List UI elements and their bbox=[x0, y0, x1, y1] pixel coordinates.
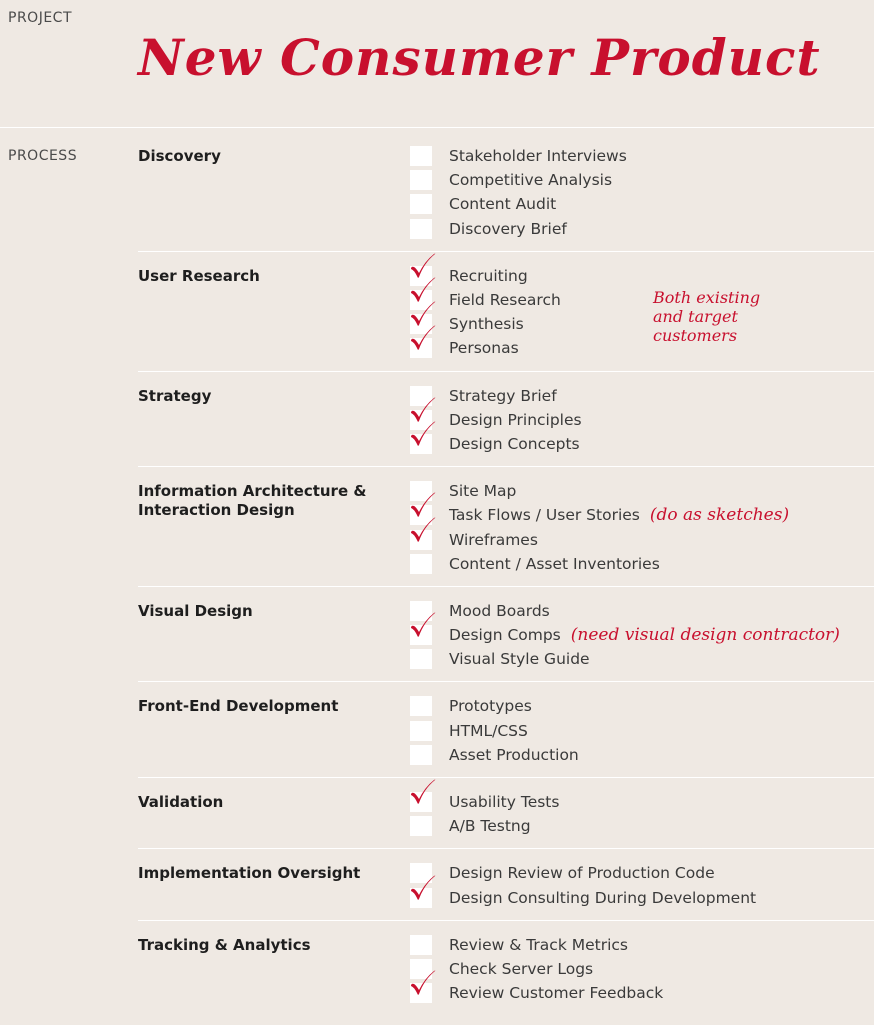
task-checkbox[interactable] bbox=[410, 338, 432, 358]
task-label: Usability Tests bbox=[449, 793, 560, 812]
phase-name: Tracking & Analytics bbox=[138, 935, 311, 954]
task-list bbox=[410, 384, 874, 457]
phase-name: Discovery bbox=[138, 147, 221, 165]
phase-section bbox=[138, 859, 874, 920]
task-label: Design Consulting During Development bbox=[449, 888, 757, 907]
phase-list bbox=[138, 142, 874, 1025]
task-label: Prototypes bbox=[449, 697, 532, 716]
task-label: Asset Production bbox=[449, 745, 579, 764]
task-checkbox[interactable] bbox=[410, 649, 432, 669]
task-label: Synthesis bbox=[449, 315, 524, 334]
task-checkbox[interactable] bbox=[410, 792, 432, 812]
task-checkbox[interactable] bbox=[410, 721, 432, 741]
task-checkbox[interactable] bbox=[410, 696, 432, 716]
task-list bbox=[410, 790, 874, 838]
task-label: Design Review of Production Code bbox=[449, 864, 715, 883]
task-checkbox[interactable] bbox=[410, 935, 432, 955]
task-checkbox[interactable] bbox=[410, 625, 432, 645]
task-item bbox=[410, 192, 874, 216]
task-item bbox=[410, 312, 874, 336]
handwritten-note: Both existing and target customers bbox=[653, 287, 761, 345]
task-checkbox[interactable] bbox=[410, 434, 432, 454]
task-label: Field Research bbox=[449, 291, 561, 310]
task-label: Design Comps bbox=[449, 626, 561, 645]
task-item bbox=[410, 503, 874, 527]
task-list bbox=[410, 479, 874, 576]
task-label: Visual Style Guide bbox=[449, 650, 590, 669]
task-checkbox[interactable] bbox=[410, 816, 432, 836]
task-item bbox=[410, 981, 874, 1005]
task-checkbox[interactable] bbox=[410, 983, 432, 1003]
task-label: Wireframes bbox=[449, 530, 538, 549]
task-checkbox[interactable] bbox=[410, 194, 432, 214]
task-label: Site Map bbox=[449, 482, 517, 501]
task-item bbox=[410, 599, 874, 623]
phase-name: Strategy bbox=[138, 386, 212, 405]
task-item bbox=[410, 479, 874, 503]
phase-section bbox=[138, 477, 874, 587]
task-item bbox=[410, 814, 874, 838]
task-item bbox=[410, 288, 874, 312]
task-checkbox[interactable] bbox=[410, 530, 432, 550]
checkmark-icon bbox=[408, 778, 438, 808]
checkmark-icon bbox=[408, 324, 438, 354]
task-item bbox=[410, 384, 874, 408]
task-list bbox=[410, 694, 874, 767]
task-label: Review & Track Metrics bbox=[449, 935, 628, 954]
task-item bbox=[410, 790, 874, 814]
phase-name: Information Architecture & Interaction Design bbox=[138, 482, 367, 520]
phase-section bbox=[138, 597, 874, 683]
task-label: Review Customer Feedback bbox=[449, 984, 664, 1003]
task-list bbox=[410, 144, 874, 241]
phase-section bbox=[138, 142, 874, 252]
task-label: Content / Asset Inventories bbox=[449, 554, 660, 573]
phase-name: Implementation Oversight bbox=[138, 864, 361, 883]
divider bbox=[0, 127, 874, 128]
task-item bbox=[410, 527, 874, 551]
task-label: HTML/CSS bbox=[449, 721, 528, 740]
task-item bbox=[410, 264, 874, 288]
task-item bbox=[410, 623, 874, 647]
phase-section bbox=[138, 692, 874, 778]
task-item bbox=[410, 408, 874, 432]
phase-name: User Research bbox=[138, 266, 260, 285]
task-item bbox=[410, 861, 874, 885]
task-item bbox=[410, 694, 874, 718]
task-label: Strategy Brief bbox=[449, 386, 557, 405]
task-list bbox=[410, 264, 874, 361]
phase-section bbox=[138, 262, 874, 372]
task-item bbox=[410, 933, 874, 957]
task-checkbox[interactable] bbox=[410, 146, 432, 166]
task-label: Stakeholder Interviews bbox=[449, 147, 627, 166]
phase-section bbox=[138, 931, 874, 1016]
task-item bbox=[410, 647, 874, 671]
task-label: A/B Testng bbox=[449, 817, 531, 836]
task-item bbox=[410, 432, 874, 456]
task-label: Mood Boards bbox=[449, 601, 550, 620]
handwritten-note: (need visual design contractor) bbox=[570, 625, 840, 646]
task-label: Personas bbox=[449, 339, 519, 358]
checkmark-icon bbox=[408, 611, 438, 641]
task-label: Content Audit bbox=[449, 195, 557, 214]
task-item bbox=[410, 743, 874, 767]
task-item bbox=[410, 719, 874, 743]
checkmark-icon bbox=[408, 969, 438, 999]
task-item bbox=[410, 144, 874, 168]
task-item bbox=[410, 168, 874, 192]
checkmark-icon bbox=[408, 516, 438, 546]
task-item bbox=[410, 957, 874, 981]
task-item bbox=[410, 217, 874, 241]
task-label: Design Concepts bbox=[449, 434, 580, 453]
task-label: Discovery Brief bbox=[449, 219, 567, 238]
checkmark-icon bbox=[408, 420, 438, 450]
task-list bbox=[410, 933, 874, 1006]
task-checkbox[interactable] bbox=[410, 745, 432, 765]
task-checkbox[interactable] bbox=[410, 888, 432, 908]
task-list bbox=[410, 599, 874, 672]
phase-name: Visual Design bbox=[138, 601, 253, 620]
task-label: Task Flows / User Stories bbox=[449, 506, 640, 525]
task-item bbox=[410, 336, 874, 360]
project-title: New Consumer Product bbox=[138, 28, 821, 87]
task-checkbox[interactable] bbox=[410, 219, 432, 239]
task-label: Check Server Logs bbox=[449, 959, 594, 978]
task-checkbox[interactable] bbox=[410, 170, 432, 190]
task-label: Recruiting bbox=[449, 266, 528, 285]
checkmark-icon bbox=[408, 874, 438, 904]
phase-section bbox=[138, 382, 874, 468]
task-list bbox=[410, 861, 874, 909]
phase-name: Validation bbox=[138, 792, 224, 811]
process-label: PROCESS bbox=[8, 148, 78, 164]
task-item bbox=[410, 886, 874, 910]
task-label: Competitive Analysis bbox=[449, 171, 613, 190]
project-label: PROJECT bbox=[8, 10, 72, 26]
handwritten-note: (do as sketches) bbox=[649, 505, 790, 526]
task-checkbox[interactable] bbox=[410, 554, 432, 574]
task-item bbox=[410, 552, 874, 576]
phase-section bbox=[138, 788, 874, 849]
phase-name: Front-End Development bbox=[138, 697, 339, 716]
task-label: Design Principles bbox=[449, 410, 582, 429]
